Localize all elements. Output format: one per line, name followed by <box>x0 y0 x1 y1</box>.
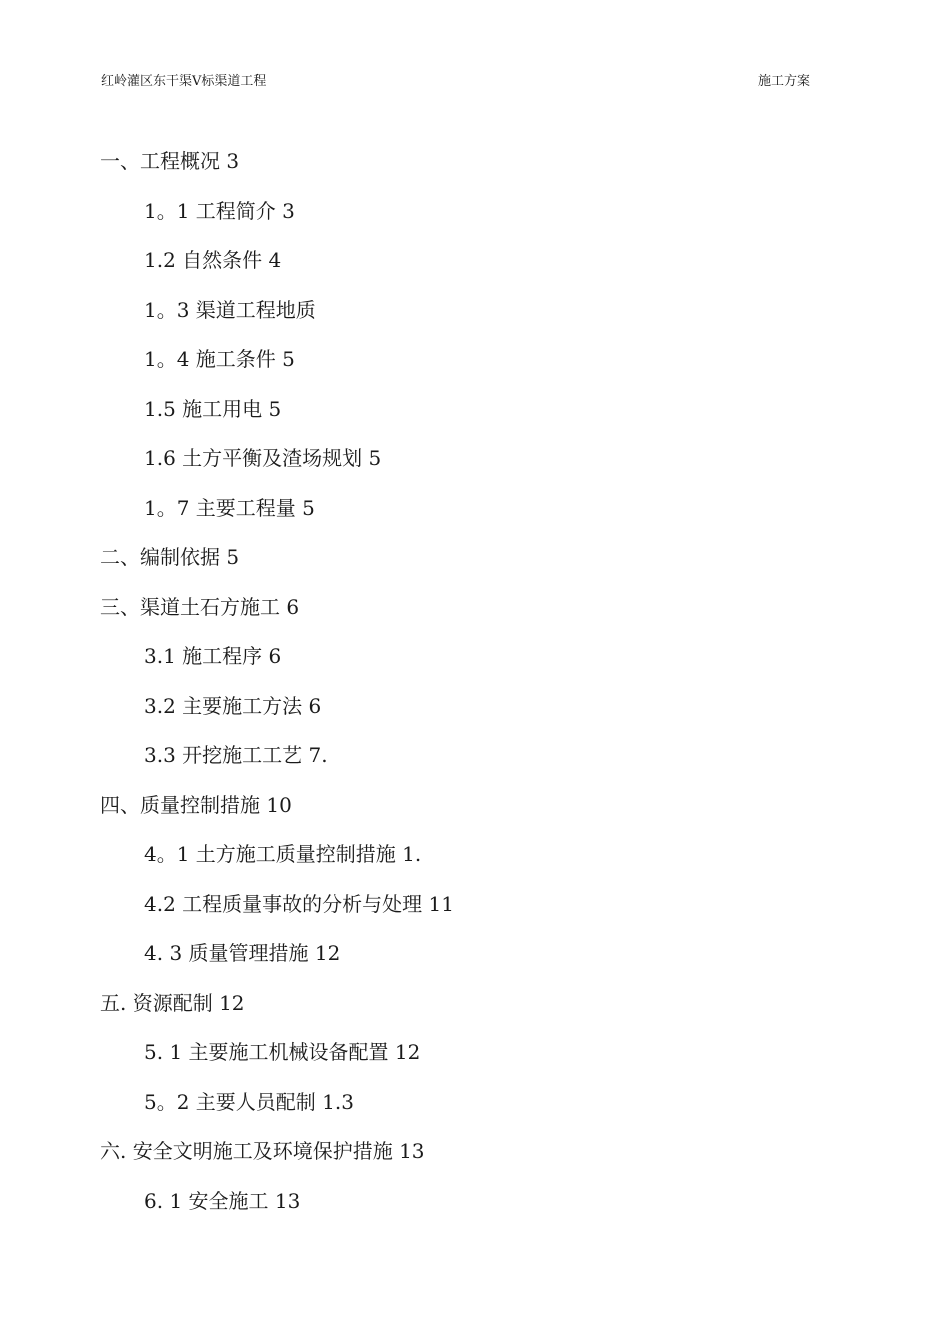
toc-section-entry[interactable]: 5. 1 主要施工机械设备配置 12 <box>144 1040 421 1064</box>
toc-chapter-entry[interactable]: 六. 安全文明施工及环境保护措施 13 <box>100 1139 425 1163</box>
toc-section-entry[interactable]: 4.2 工程质量事故的分析与处理 11 <box>144 891 454 916</box>
toc-section-entry[interactable]: 1。1 工程简介 3 <box>144 198 295 223</box>
toc-section-entry[interactable]: 3.1 施工程序 6 <box>144 644 282 668</box>
table-of-contents <box>0 145 950 1234</box>
toc-section-entry[interactable]: 5。2 主要人员配制 1.3 <box>144 1089 354 1114</box>
toc-section-entry[interactable]: 4. 3 质量管理措施 12 <box>144 941 341 965</box>
toc-chapter-entry[interactable]: 三、渠道土石方施工 6 <box>100 594 300 619</box>
toc-chapter-entry[interactable]: 五. 资源配制 12 <box>100 990 245 1015</box>
toc-section-entry[interactable]: 1.2 自然条件 4 <box>144 248 282 272</box>
toc-section-entry[interactable]: 6. 1 安全施工 13 <box>144 1188 301 1213</box>
toc-section-entry[interactable]: 4。1 土方施工质量控制措施 1. <box>144 842 422 866</box>
toc-section-entry[interactable]: 1.5 施工用电 5 <box>144 396 282 421</box>
toc-chapter-entry[interactable]: 四、质量控制措施 10 <box>100 792 292 817</box>
header-document-type: 施工方案 <box>758 74 811 89</box>
toc-chapter-entry[interactable]: 一、工程概况 3 <box>100 149 240 173</box>
toc-section-entry[interactable]: 1.6 土方平衡及渣场规划 5 <box>144 446 382 470</box>
toc-section-entry[interactable]: 3.2 主要施工方法 6 <box>144 693 322 718</box>
toc-section-entry[interactable]: 1。7 主要工程量 5 <box>144 495 315 520</box>
toc-section-entry[interactable]: 3.3 开挖施工工艺 7. <box>144 743 328 767</box>
toc-chapter-entry[interactable]: 二、编制依据 5 <box>100 545 240 569</box>
toc-section-entry[interactable]: 1。3 渠道工程地质 <box>144 297 316 322</box>
header-project-title: 红岭灌区东干渠Ⅴ标渠道工程 <box>101 74 267 89</box>
toc-section-entry[interactable]: 1。4 施工条件 5 <box>144 347 295 371</box>
page-header <box>0 70 950 90</box>
